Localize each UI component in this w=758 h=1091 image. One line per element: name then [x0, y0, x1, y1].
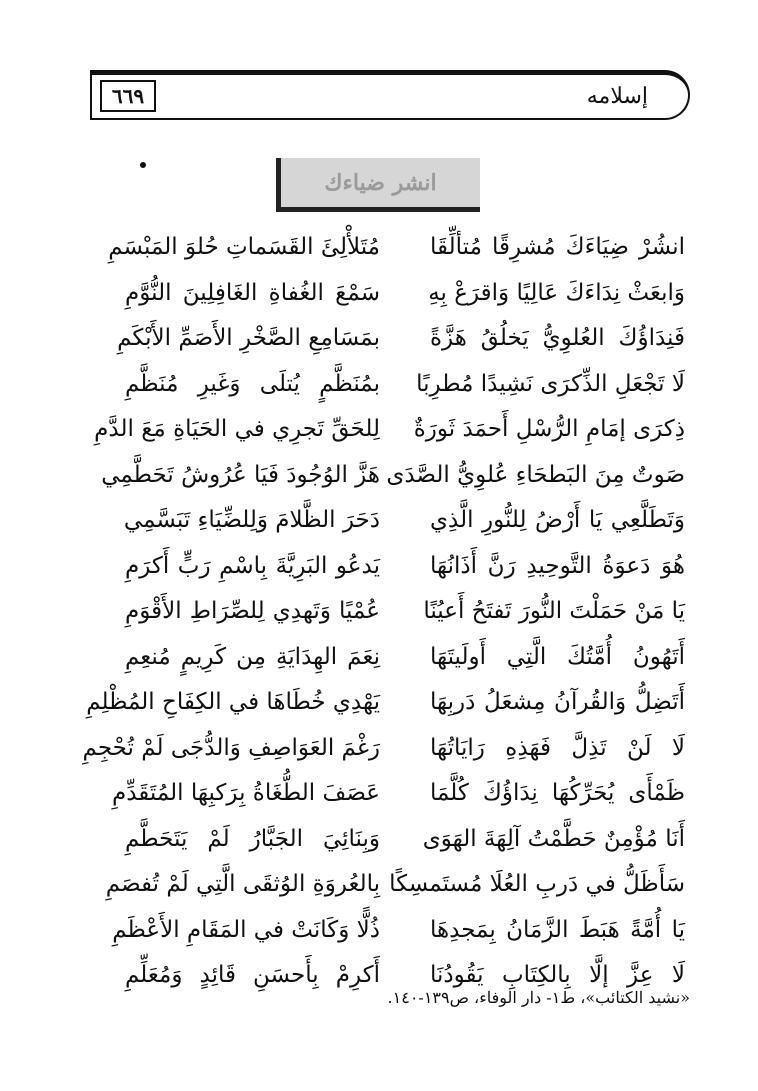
verse-second-hemistich: وَبِنَائِيَ الجَبَّارُ لَمْ يَتَحَطَّمِ	[125, 825, 380, 852]
verse-second-hemistich: دَحَرَ الظَّلامَ وَلِلضِّيَاءِ تَبَسَّمِي	[123, 507, 380, 533]
verse-first-hemistich: انشُرْ ضِيَاءَكَ مُشرِقًا مُتألِّقَا	[430, 234, 685, 260]
verse-line	[94, 408, 685, 454]
verse-line	[82, 727, 685, 773]
verse-first-hemistich: يَا مَنْ حَمَلْتَ النُّورَ تَفتَحُ أَعيُنًا	[423, 598, 685, 624]
verse-second-hemistich: لِلحَقِّ تَجرِي في الحَيَاةِ مَعَ الدَّمِ	[94, 416, 380, 442]
verse-first-hemistich: وَابعَثْ نِدَاءَكَ عَالِيًا وَاقرَعْ بِهِ	[428, 279, 685, 306]
verse-second-hemistich: رَغْمَ العَوَاصِفِ وَالدُّجَى لَمْ تُحْجِمِ	[82, 734, 380, 761]
running-title: إسلامه	[586, 84, 648, 109]
verse-first-hemistich: هُوَ دَعوَةُ التَّوحِيدِ رَنَّ أَذَانُهَا	[430, 552, 685, 579]
verse-line	[125, 818, 685, 864]
verse-second-hemistich: بِالعُروَةِ الوُثقَى الَّتِي لَمْ تُفصَمِ	[105, 871, 380, 897]
poem	[82, 226, 685, 1000]
verse-first-hemistich: أَنَا مُؤْمِنٌ حَطَّمْتُ آلِهَةَ الهَوَى	[422, 825, 685, 852]
verse-first-hemistich: سَأَظَلُّ في دَربِ العُلَا مُستَمسِكًا	[389, 871, 685, 897]
verse-line	[125, 545, 685, 591]
verse-first-hemistich: لَا لَنْ تَذِلَّ فَهَذِهِ رَايَاتُهَا	[430, 734, 685, 761]
verse-second-hemistich: يَدعُو البَرِيَّةَ بِاسْمِ رَبٍّ أَكرَمِ	[125, 552, 380, 579]
verse-second-hemistich: عَصَفَ الطُّغَاةُ بِرَكبِهَا المُتَقَدِّمِ	[111, 780, 380, 806]
verse-line	[125, 272, 685, 318]
verse-line	[111, 772, 685, 818]
verse-second-hemistich: أَكرِمْ بِأَحسَنِ قَائِدٍ وَمُعَلِّمِ	[125, 962, 380, 988]
verse-first-hemistich: فَنِدَاؤُكَ العُلوِيُّ يَخلُقُ هَزَّةً	[430, 325, 685, 351]
verse-first-hemistich: صَوتٌ مِنَ البَطحَاءِ عُلوِيُّ الصَّدَى	[386, 461, 685, 488]
verse-first-hemistich: ذِكرَى إمَامِ الرُّسْلِ أَحمَدَ ثَورَةٌ	[413, 416, 685, 442]
verse-line	[86, 681, 685, 727]
verse-first-hemistich: لَا عِزَّ إلَّا بِالكِتَابِ يَقُودُنَا	[430, 962, 685, 988]
page-number: ٦٦٩	[100, 80, 156, 112]
section-title: انشر ضياءك	[276, 158, 480, 212]
verse-second-hemistich: عُمْيًا وَتَهدِي لِلصِّرَاطِ الأَقْوَمِ	[125, 598, 380, 624]
verse-line	[125, 363, 685, 409]
verse-line	[125, 590, 685, 636]
verse-second-hemistich: بمُنَظَّمٍ يُتلَى وَغَيرِ مُنَظَّمِ	[125, 370, 380, 397]
verse-second-hemistich: مُتَلأْلِئَ القَسَماتِ حُلوَ المَبْسَمِ	[108, 234, 380, 260]
verse-second-hemistich: بمَسَامِعِ الصَّخْرِ الأَصَمِّ الأَبْكَمِ	[117, 325, 380, 351]
verse-line	[117, 317, 685, 363]
verse-second-hemistich: يَهْدِي خُطَاهَا في الكِفَاحِ المُظْلِمِ	[86, 689, 380, 715]
ink-dot	[140, 162, 146, 168]
verse-first-hemistich: لَا تَجْعَلِ الذِّكرَى نَشِيدًا مُطرِبًا	[416, 370, 685, 397]
verse-first-hemistich: وَتَطَلَّعِي يَا أَرْضُ لِلنُّورِ الَّذِي	[430, 507, 685, 533]
verse-line	[105, 863, 685, 909]
verse-line	[125, 636, 685, 682]
verse-second-hemistich: سَمْعَ الغُفاةِ الغَافِلِينَ النُّوَّمِ	[125, 279, 380, 306]
verse-first-hemistich: يَا أُمَّةً هَبَطَ الزَّمَانُ بِمَجدِهَا	[430, 916, 685, 943]
verse-line	[112, 909, 685, 955]
verse-line	[108, 226, 685, 272]
verse-second-hemistich: هَزَّ الوُجُودَ فَيَا عُرُوشُ تَحَطَّمِي	[101, 461, 380, 488]
verse-first-hemistich: أَتَضِلُّ وَالقُرآنُ مِشعَلُ دَربِهَا	[430, 689, 685, 715]
verse-second-hemistich: نِعَمَ الهِدَايَةِ مِن كَرِيمٍ مُنعِمِ	[125, 643, 380, 670]
page-header	[90, 70, 690, 120]
footnote: «نشيد الكتائب»، ط١- دار الوفاء، ص١٣٩-١٤٠.	[387, 988, 690, 1007]
verse-first-hemistich: أَتَهُونُ أُمَّتُكَ الَّتِي أَولَيتَهَا	[430, 643, 685, 670]
verse-first-hemistich: ظَمْأَى يُحَرِّكُهَا نِدَاؤُكَ كُلَّمَا	[430, 780, 685, 806]
verse-line	[101, 454, 685, 500]
verse-second-hemistich: ذُلًّا وَكَانَتْ في المَقَامِ الأَعْظَمِ	[112, 916, 380, 943]
verse-line	[125, 499, 685, 545]
